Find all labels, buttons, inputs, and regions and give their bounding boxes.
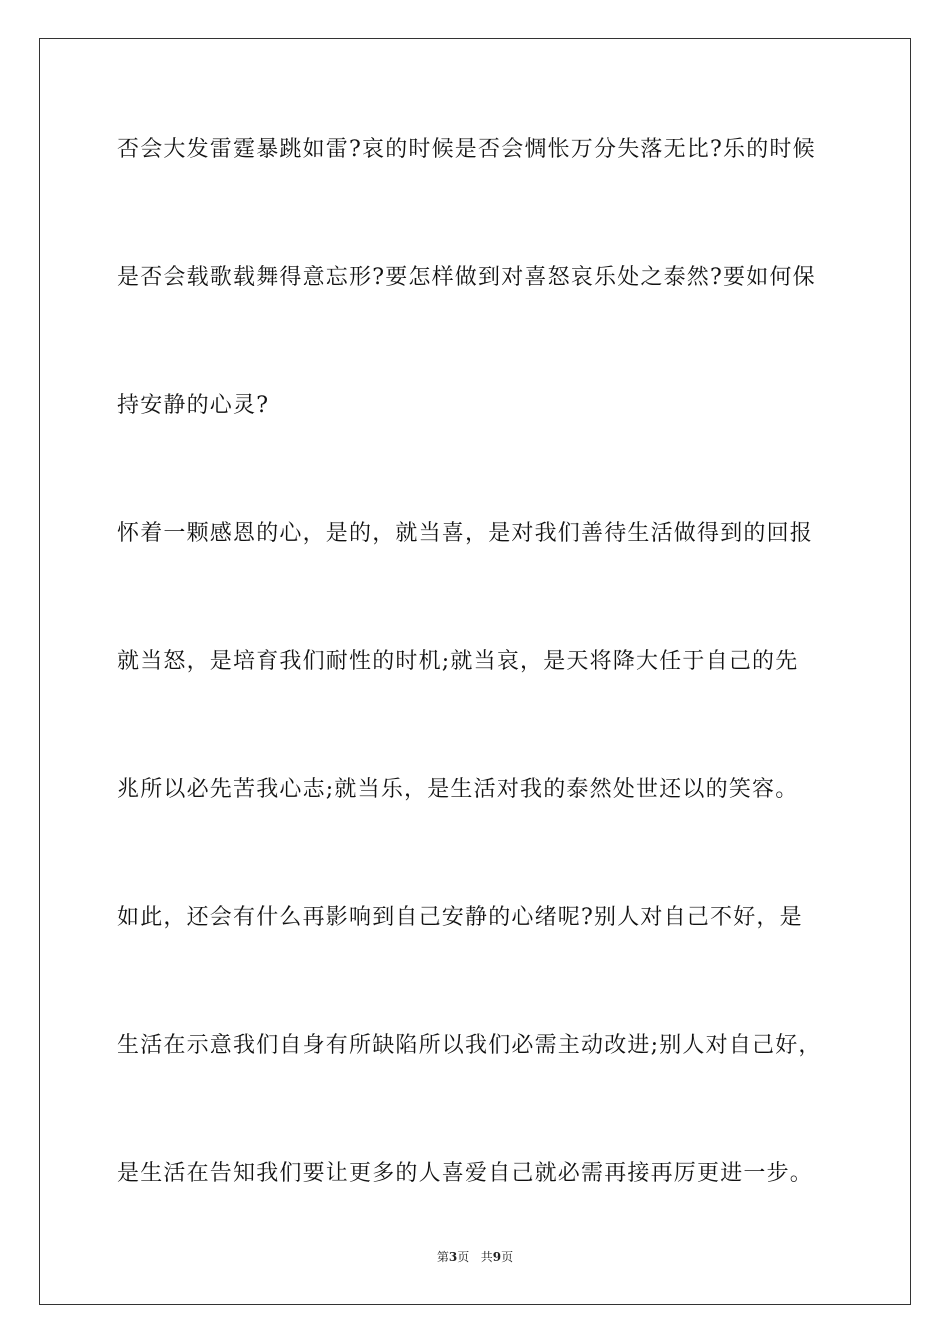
- text-line: 生活在示意我们自身有所缺陷所以我们必需主动改进;别人对自己好，: [117, 1033, 822, 1058]
- text-line: 就当怒，是培育我们耐性的时机;就当哀，是天将降大任于自己的先: [117, 649, 799, 674]
- text-line: 否会大发雷霆暴跳如雷?哀的时候是否会惆怅万分失落无比?乐的时候: [117, 137, 816, 162]
- text-line: 是否会载歌载舞得意忘形?要怎样做到对喜怒哀乐处之泰然?要如何保: [117, 265, 816, 290]
- text-line: 如此，还会有什么再影响到自己安静的心绪呢?别人对自己不好，是: [117, 905, 803, 930]
- page-total-suffix: 页: [501, 1250, 514, 1264]
- text-line: 是生活在告知我们要让更多的人喜爱自己就必需再接再厉更进一步。: [117, 1161, 814, 1186]
- page-number-suffix: 页: [457, 1250, 470, 1264]
- text-line: 兆所以必先苦我心志;就当乐，是生活对我的泰然处世还以的笑容。: [117, 777, 799, 802]
- text-line: 怀着一颗感恩的心，是的，就当喜，是对我们善待生活做得到的回报: [117, 521, 814, 546]
- document-body: [117, 128, 837, 1280]
- page-total: 9: [492, 1250, 502, 1264]
- page-number-prefix: 第: [436, 1250, 449, 1264]
- page-number-current: 3: [448, 1250, 458, 1264]
- page-footer: [0, 1248, 950, 1265]
- page-total-prefix: 共: [480, 1250, 493, 1264]
- text-line: 持安静的心灵?: [117, 393, 270, 418]
